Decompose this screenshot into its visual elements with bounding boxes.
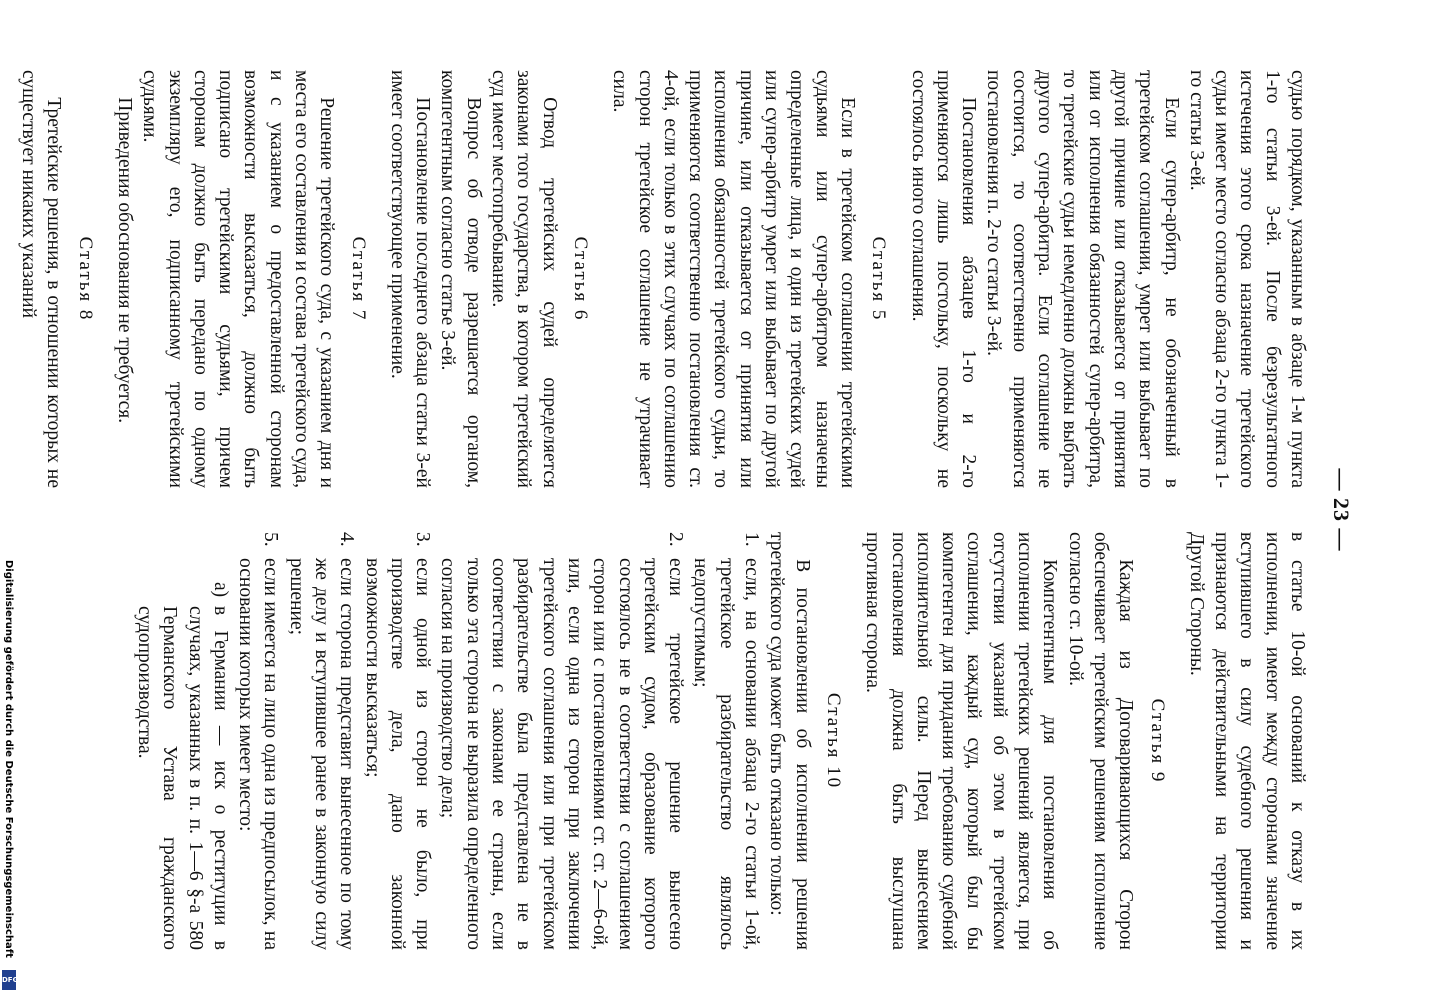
article-7-title: Статья 7 (347, 236, 369, 322)
list-item: 4. если сторона представит вынесенное по тому же делу и вступившее ранее в законную силу решение; (285, 532, 358, 950)
article-10-list (132, 532, 764, 950)
article-5-text: Если в третейском соглашении третейскими судьями или супер-арбитром назначены определенные лица, и один из третейских судей или супер-арбитр умрет или выбывает по другой причине, или отказывается от принятия или исполнения обязанностей третейского судьи, то применяются соответственно постановления ст. 4-ой, если только в этих случаях по соглашению сторон третейское соглашение не утрачивает сила. (609, 70, 858, 488)
list-item: 2. если третейское решение вынесено третейским судом, образование которого состоялось не в соответствии с соглашением сторон или с постановлениями ст. ст. 2—6-ой, или, если одна из сторон при заключении третейского соглашения или при третейском разбирательстве была представлена не в соответствии с законами ее страны, если только эта сторона не выразила определенного согласия на производство дела; (437, 532, 687, 950)
left-column (16, 70, 1310, 488)
sub-list (132, 558, 233, 950)
sub-list-item: а) в Германии — иск о реституции в случаях, указанных в п. п. 1—6 §-а 580 Германского Устава гражданского судопроизводства. (133, 582, 231, 950)
article-5-title: Статья 5 (868, 236, 890, 322)
paragraph: Компетентным для постановления об исполнении третейских решений является, при отсутствии указаний об этом в третейском соглашении, каждый суд, который был бы компетентен для придания требованию судебной исполнительной силы. Перед вынесением постановления должна быть выслушана противная сторона. (862, 532, 1061, 950)
paragraph: Вопрос об отводе разрешается органом, компетентным согласно статье 3-ей. (437, 70, 484, 488)
article-8-text: Третейские решения, в отношении которых не существует никаких указаний (18, 70, 65, 488)
dfg-logo: DFG (2, 970, 16, 990)
paragraph: Постановления абзацев 1-го и 2-го применяются лишь постольку, поскольку не состоялось иного соглашения. (907, 70, 980, 488)
paragraph: судью порядком, указанным в абзаце 1-м пункта 1-го статьи 3-ей. После безрезультатного истечения этого срока назначение третейского судьи имеет место согласно абзаца 2-го пункта 1-го статьи 3-ей. (1185, 70, 1308, 488)
article-9-title: Статья 9 (1146, 698, 1168, 784)
paragraph: в статье 10-ой оснований к отказу в их исполнении, имеют между сторонами значение вступившего в силу судебного решения и признаются действительными на территории Другой Стороны. (1185, 532, 1308, 950)
article-10-intro: В постановлении об исполнении решения третейского суда может быть отказано только: (766, 532, 813, 950)
paragraph: Если супер-арбитр, не обозначенный в третейском соглашении, умрет или выбывает по другой причине или отказывается от принятия или от исполнения обязанностей супер-арбитра, то третейские судьи немедленно должны выбрать другого супер-арбитра. Если соглашение не состоится, то соответственно применяются постановления п. 2-го статьи 3-ей. (983, 70, 1182, 488)
credit-text: Digitalisierung gefördert durch die Deutsche Forschungsgemeinschaft (3, 560, 14, 958)
list-item: 1. если, на основании абзаца 2-го статьи 1-ой, третейское разбирательство являлось недопустимым; (690, 532, 763, 950)
paragraph: Решение третейского суда, с указанием дня и места его составления и состава третейского суда, и с указанием о предоставленной сторонам возможности высказаться, должно быть подписано третейскими судьями, причем сторонам должно быть передано по одному экземпляру его, подписанному третейскими судьями. (139, 70, 338, 488)
rotated-page (18, 70, 1354, 950)
right-column (132, 532, 1310, 950)
article-10-title: Статья 10 (822, 692, 844, 790)
list-item: 5. если имеется на лицо одна из предпосылок, на основании которых имеет место: а) в Германии — иск о реституции в случаях, указанных в п. п. 1—6 §-а 580 Германского Устава гражданского судопроизводства. (132, 532, 284, 950)
paragraph: Отвод третейских судей определяется законами того государства, в котором третейский суд имеет местопребывание. (488, 70, 560, 488)
paragraph: Каждая из Договаривающихся Сторон обеспечивает третейским решениям исполнение согласно ст. 10-ой. (1064, 532, 1137, 950)
paragraph: Приведения обоснования не требуется. (113, 97, 135, 424)
article-6-title: Статья 6 (569, 236, 591, 322)
article-8-title: Статья 8 (74, 236, 96, 322)
paragraph: Постановление последнего абзаца статьи 3-ей имеет соответствующее применение. (386, 70, 434, 488)
list-item: 3. если одной из сторон не было, при производстве дела, дано законной возможности высказаться; (361, 532, 434, 950)
digitization-credit (0, 560, 18, 1000)
page-number: — 23 — (1329, 468, 1354, 552)
